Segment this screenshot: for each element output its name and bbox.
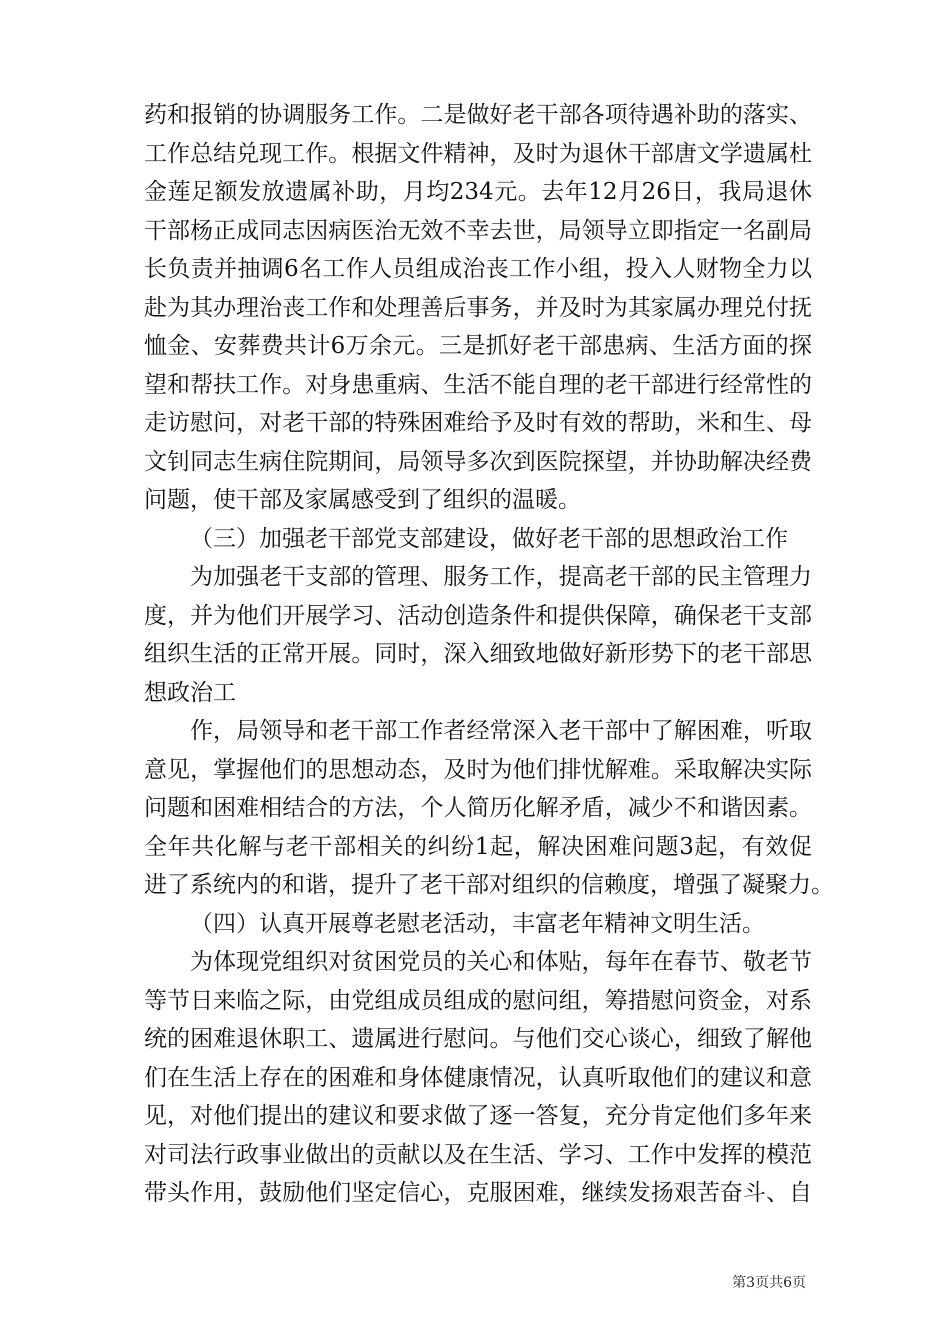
text-line: 文钊同志生病住院期间，局领导多次到医院探望，并协助解决经费	[144, 448, 812, 475]
text-line: 意见，掌握他们的思想动态，及时为他们排忧解难。采取解决实际	[144, 756, 812, 783]
text-line: 们在生活上存在的困难和身体健康情况，认真听取他们的建议和意	[144, 1064, 812, 1091]
text-line: 金莲足额发放遗属补助，月均234元。去年12月26日，我局退休	[144, 179, 812, 205]
text-line: 对司法行政事业做出的贡献以及在生活、学习、工作中发挥的模范	[144, 1141, 812, 1168]
text-line: 等节日来临之际，由党组成员组成的慰问组，筹措慰问资金，对系	[144, 987, 812, 1014]
text-line: 走访慰问，对老干部的特殊困难给予及时有效的帮助，米和生、母	[144, 410, 812, 436]
text-line: 望和帮扶工作。对身患重病、生活不能自理的老干部进行经常性的	[144, 371, 812, 398]
text-line: 为体现党组织对贫困党员的关心和体贴，每年在春节、敬老节	[190, 949, 812, 975]
text-line: 想政治工	[144, 679, 236, 706]
text-line: 进了系统内的和谐，提升了老干部对组织的信赖度，增强了凝聚力。	[144, 872, 834, 898]
text-line: 恤金、安葬费共计6万余元。三是抓好老干部患病、生活方面的探	[144, 333, 812, 359]
text-line: 度，并为他们开展学习、活动创造条件和提供保障，确保老干支部	[144, 602, 812, 629]
text-line: 统的困难退休职工、遗属进行慰问。与他们交心谈心，细致了解他	[144, 1026, 812, 1052]
text-line: 组织生活的正常开展。同时，深入细致地做好新形势下的老干部思	[144, 641, 812, 667]
body-text	[144, 96, 834, 1213]
text-line: 工作总结兑现工作。根据文件精神，及时为退休干部唐文学遗属杜	[144, 140, 812, 167]
text-line: 长负责并抽调6名工作人员组成治丧工作小组，投入人财物全力以	[144, 256, 812, 282]
text-line: 问题和困难相结合的方法，个人简历化解矛盾，减少不和谐因素。	[144, 795, 812, 821]
text-line: （三）加强老干部党支部建设，做好老干部的思想政治工作	[190, 525, 788, 552]
text-line: 干部杨正成同志因病医治无效不幸去世，局领导立即指定一名副局	[144, 217, 812, 244]
text-line: 带头作用，鼓励他们坚定信心，克服困难，继续发扬艰苦奋斗、自	[144, 1180, 812, 1206]
text-line: 药和报销的协调服务工作。二是做好老干部各项待遇补助的落实、	[144, 102, 812, 128]
page-number-footer: 第3页共6页	[732, 1275, 806, 1291]
text-line: 全年共化解与老干部相关的纠纷1起，解决困难问题3起，有效促	[144, 833, 812, 860]
text-line: （四）认真开展尊老慰老活动，丰富老年精神文明生活。	[190, 910, 765, 937]
text-line: 赴为其办理治丧工作和处理善后事务，并及时为其家属办理兑付抚	[144, 294, 812, 321]
text-line: 见，对他们提出的建议和要求做了逐一答复，充分肯定他们多年来	[144, 1103, 812, 1129]
text-line: 为加强老干支部的管理、服务工作，提高老干部的民主管理力	[190, 564, 812, 590]
text-line: 问题，使干部及家属感受到了组织的温暖。	[144, 487, 581, 513]
text-line: 作，局领导和老干部工作者经常深入老干部中了解困难，听取	[190, 718, 812, 744]
